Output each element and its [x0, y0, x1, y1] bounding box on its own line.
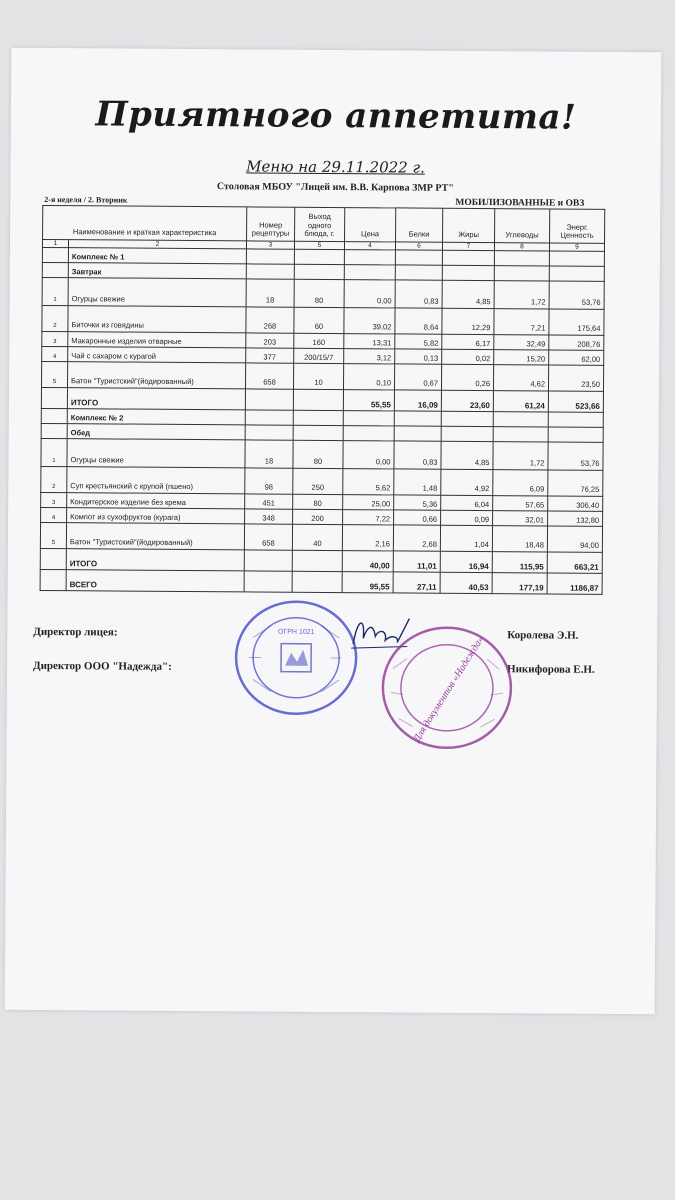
header-price: Цена	[345, 208, 396, 242]
header-weight: Выход одного блюда, г.	[295, 207, 345, 241]
col-number: 4	[344, 242, 395, 250]
page-title: Приятного аппетита!	[95, 94, 577, 138]
category-label: МОБИЛИЗОВАННЫЕ и ОВЗ	[455, 197, 585, 209]
header-energy: Энерг. Ценность	[550, 209, 605, 243]
col-number: 8	[494, 243, 549, 251]
grand-total-label: ВСЕГО	[66, 570, 244, 592]
subtotal-row: ИТОГО 40,00 11,01 16,94 115,95 663,21	[40, 548, 602, 573]
grand-total-row: ВСЕГО 95,55 27,11 40,53 177,19 1186,87	[40, 569, 602, 594]
col-number: 5	[294, 241, 344, 249]
dish-name: Компот из сухофруктов (курага)	[67, 508, 245, 524]
table-row: 1 Огурцы свежие 18 80 0,00 0,83 4,85 1,72 53,76	[42, 277, 604, 309]
header-protein: Белки	[396, 208, 443, 242]
table-row: 1 Огурцы свежие 18 80 0,00 0,83 4,85 1,72 53,76	[41, 438, 603, 470]
director-lyceum-label: Директор лицея:	[33, 625, 118, 639]
table-row: 3 Макаронные изделия отварные 203 160 13,31 5,82 6,17 32,49 208,76	[42, 331, 604, 350]
col-number: 2	[68, 240, 246, 249]
dish-name: Огурцы свежие	[68, 278, 246, 307]
col-number: 1	[42, 239, 68, 247]
table-row: 3 Кондитерское изделие без крема 451 80 25,00 5,36 6,04 57,65 306,40	[41, 492, 603, 511]
stamp-nadezhda	[378, 622, 515, 753]
dish-name: Кондитерское изделие без крема	[67, 493, 245, 509]
dish-name: Биточки из говядины	[68, 306, 246, 333]
stamp-nadezhda-text: Для документов «Надежда»	[411, 634, 487, 744]
table-row: 2 Биточки из говядины 268 60 39,02 8,64 12,29 7,21 175,64	[42, 305, 604, 335]
header-name: Наименование и краткая характеристика	[43, 205, 247, 240]
header-fat: Жиры	[443, 208, 495, 242]
dish-name: Батон "Туристский"(йодированный)	[67, 362, 245, 389]
subtotal-label: ИТОГО	[67, 388, 245, 410]
week-label: 2-я неделя / 2. Вторник	[44, 194, 128, 205]
menu-date: Меню на 29.11.2022 г.	[246, 157, 425, 177]
col-number: 6	[395, 242, 442, 250]
dish-name: Макаронные изделия отварные	[68, 332, 246, 348]
director-lyceum-name: Королева Э.Н.	[507, 629, 579, 642]
subtotal-row: ИТОГО 55,55 16,09 23,60 61,24 523,66	[41, 387, 603, 412]
meal-lunch-label: Обед	[67, 424, 245, 440]
director-company-name: Никифорова Е.Н.	[506, 663, 595, 676]
document-page	[5, 48, 662, 1015]
header-carbs: Углеводы	[495, 209, 550, 243]
meal-breakfast-label: Завтрак	[68, 263, 246, 279]
dish-name: Чай с сахаром с курагой	[68, 347, 246, 363]
dish-name: Суп крестьянский с крупой (пшено)	[67, 467, 245, 494]
subtotal-label: ИТОГО	[66, 549, 244, 571]
complex-1-label: Комплекс № 1	[68, 248, 246, 264]
col-number: 9	[549, 243, 604, 251]
menu-table	[40, 205, 606, 595]
stamp-lyceum-text: ОГРН 1021	[278, 628, 315, 636]
director-company-label: Директор ООО "Надежда":	[33, 659, 172, 673]
col-number: 7	[442, 242, 494, 250]
complex-2-label: Комплекс № 2	[67, 409, 245, 425]
table-row: 5 Батон "Туристский"(йодированный) 658 40 2,16 2,68 1,04 18,48 94,00	[40, 522, 602, 552]
col-number: 3	[246, 241, 294, 249]
dish-name: Огурцы свежие	[67, 439, 245, 468]
header-row	[43, 205, 605, 243]
table-row: 2 Суп крестьянский с крупой (пшено) 98 250 5,62 1,48 4,92 6,09 76,25	[41, 466, 603, 496]
header-recipe: Номер рецептуры	[247, 207, 295, 241]
dish-name: Батон "Туристский"(йодированный)	[66, 523, 244, 550]
table-row: 5 Батон "Туристский"(йодированный) 658 10 0,10 0,67 0,26 4,62 23,50	[41, 361, 603, 391]
stamp-lyceum	[231, 597, 362, 718]
table-row: 4 Компот из сухофруктов (курага) 348 200 7,22 0,66 0,09 32,01 132,80	[41, 507, 603, 526]
organization-name: Столовая МБОУ "Лицей им. В.В. Карпова ЗМР РТ"	[216, 181, 454, 194]
table-row: 4 Чай с сахаром с курагой 377 200/15/7 3,12 0,13 0,02 15,20 62,00	[42, 346, 604, 365]
